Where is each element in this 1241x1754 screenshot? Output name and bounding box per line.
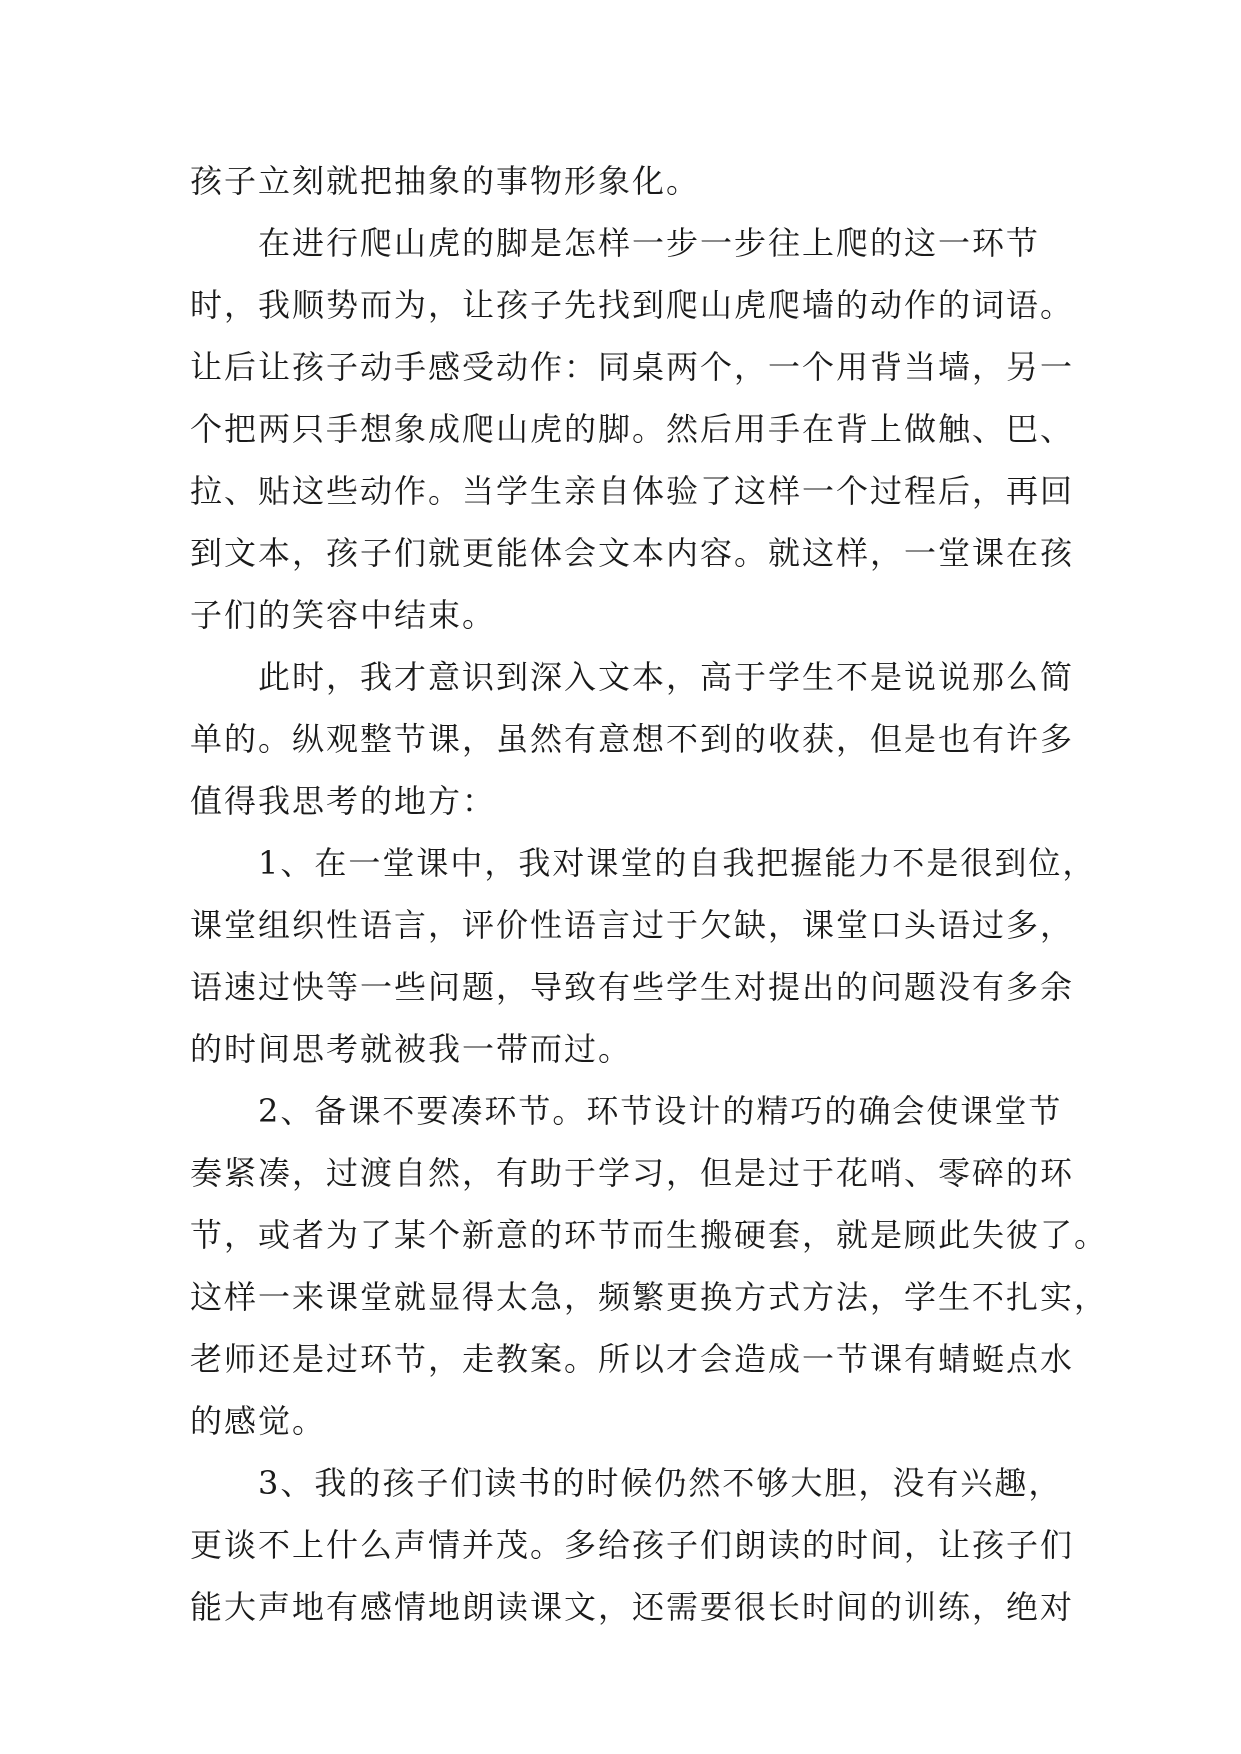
text-line: 2、备课不要凑环节。环节设计的精巧的确会使课堂节	[190, 1092, 1063, 1130]
text-line: 让后让孩子动手感受动作：同桌两个，一个用背当墙，另一	[190, 348, 1075, 386]
text-line: 个把两只手想象成爬山虎的脚。然后用手在背上做触、巴、	[190, 410, 1075, 448]
text-line: 拉、贴这些动作。当学生亲自体验了这样一个过程后，再回	[190, 472, 1075, 510]
text-line: 3、我的孩子们读书的时候仍然不够大胆，没有兴趣，	[190, 1464, 1063, 1502]
text-line: 节，或者为了某个新意的环节而生搬硬套，就是顾此失彼了。	[190, 1216, 1109, 1254]
text-line: 老师还是过环节，走教案。所以才会造成一节课有蜻蜓点水	[190, 1340, 1075, 1378]
text-line: 单的。纵观整节课，虽然有意想不到的收获，但是也有许多	[190, 720, 1075, 758]
text-line: 能大声地有感情地朗读课文，还需要很长时间的训练，绝对	[190, 1588, 1075, 1626]
text-line: 更谈不上什么声情并茂。多给孩子们朗读的时间，让孩子们	[190, 1526, 1075, 1564]
text-line: 奏紧凑，过渡自然，有助于学习，但是过于花哨、零碎的环	[190, 1154, 1075, 1192]
text-line: 的时间思考就被我一带而过。	[190, 1030, 633, 1068]
text-line: 语速过快等一些问题，导致有些学生对提出的问题没有多余	[190, 968, 1075, 1006]
text-line: 的感觉。	[190, 1402, 327, 1440]
text-line: 课堂组织性语言，评价性语言过于欠缺，课堂口头语过多，	[190, 906, 1075, 944]
text-line: 1、在一堂课中，我对课堂的自我把握能力不是很到位，	[190, 844, 1097, 882]
text-line: 此时，我才意识到深入文本，高于学生不是说说那么简	[190, 658, 1075, 696]
text-line: 孩子立刻就把抽象的事物形象化。	[190, 162, 701, 200]
text-line: 到文本，孩子们就更能体会文本内容。就这样，一堂课在孩	[190, 534, 1075, 572]
text-line: 值得我思考的地方：	[190, 782, 497, 820]
text-line: 这样一来课堂就显得太急，频繁更换方式方法，学生不扎实，	[190, 1278, 1109, 1316]
text-line: 子们的笑容中结束。	[190, 596, 497, 634]
document-page	[190, 150, 1109, 1638]
text-line: 时，我顺势而为，让孩子先找到爬山虎爬墙的动作的词语。	[190, 286, 1075, 324]
text-line: 在进行爬山虎的脚是怎样一步一步往上爬的这一环节	[190, 224, 1041, 262]
